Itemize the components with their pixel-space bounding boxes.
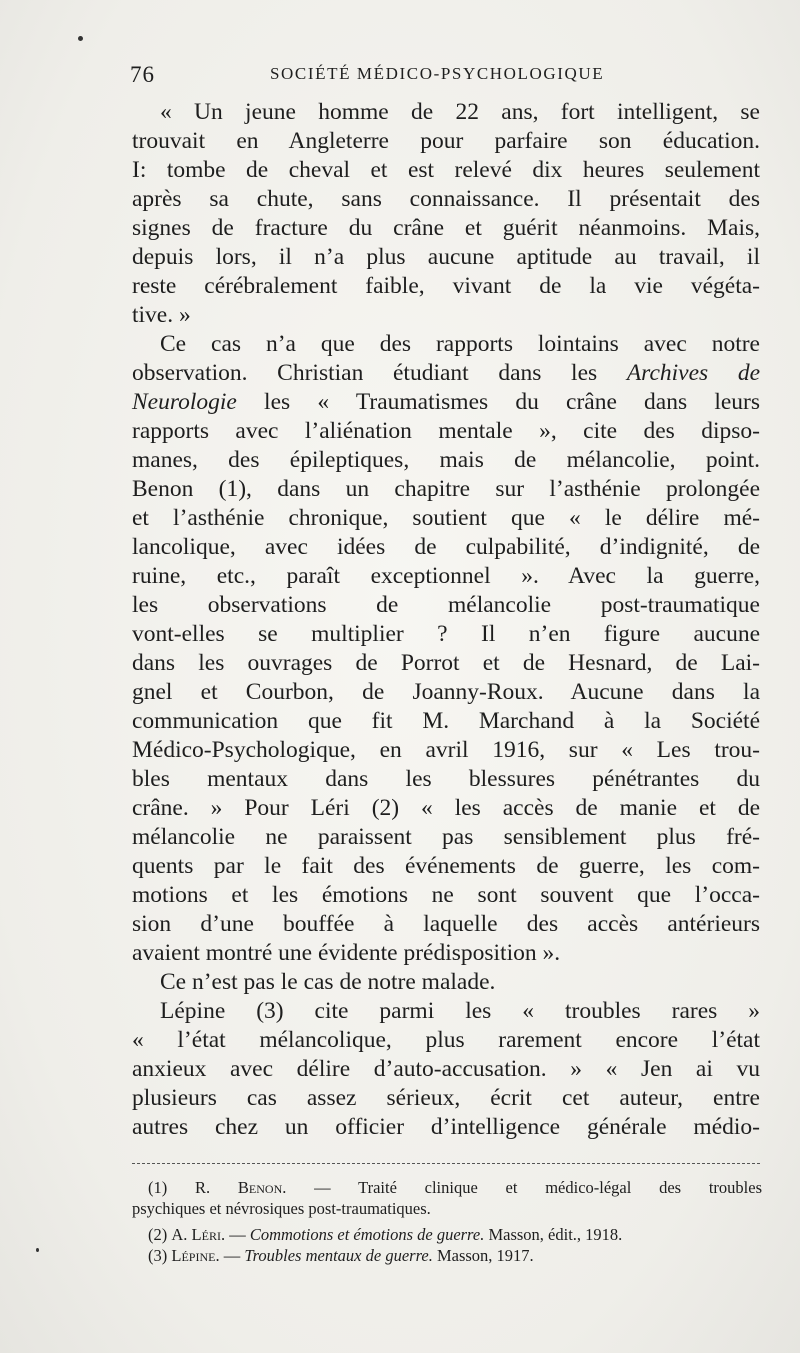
journal-title: Archives de xyxy=(626,360,761,386)
footnote-3: (3) Lépine. — Troubles mentaux de guerre. Masson, 1917. xyxy=(148,1246,534,1265)
ink-speck xyxy=(36,1248,39,1252)
text-line: reste cérébralement faible, vivant de la vie végéta- xyxy=(132,273,760,299)
text-line: bles mentaux dans les blessures pénétrantes du xyxy=(132,766,760,792)
footnote-text: — Traité clinique et médico-légal des troubles xyxy=(286,1178,763,1197)
running-title: SOCIÉTÉ MÉDICO-PSYCHOLOGIQUE xyxy=(270,64,605,83)
text-line: autres chez un officier d’intelligence générale médio- xyxy=(132,1114,760,1140)
text-line: motions et les émotions ne sont souvent que l’occa- xyxy=(132,882,760,908)
footnote-title: Troubles mentaux de guerre. xyxy=(244,1246,433,1265)
text-line: mélancolie ne paraissent pas sensiblement plus fré- xyxy=(132,824,760,850)
footnote-title: Commotions et émotions de guerre. xyxy=(249,1225,485,1244)
text-line: sion d’une bouffée à laquelle des accès antérieurs xyxy=(132,911,760,937)
text-line: Ce n’est pas le cas de notre malade. xyxy=(160,969,496,995)
footnote-divider xyxy=(132,1163,760,1164)
footnote-1 xyxy=(132,1177,762,1198)
footnote-1-continued: psychiques et névrosiques post-traumatiques. xyxy=(132,1199,431,1218)
ink-speck xyxy=(78,36,83,41)
footnote-number: (1) xyxy=(148,1178,168,1197)
body-text xyxy=(132,98,760,1142)
text-line: vont-elles se multiplier ? Il n’en figure aucune xyxy=(132,621,760,647)
text-segment: les « Traumatismes du crâne dans leurs xyxy=(236,389,760,415)
text-line: manes, des épileptiques, mais de mélancolie, point. xyxy=(132,447,760,473)
text-line: plusieurs cas assez sérieux, écrit cet auteur, entre xyxy=(132,1085,760,1111)
text-line: depuis lors, il n’a plus aucune aptitude au travail, il xyxy=(132,244,760,270)
text-line: après sa chute, sans connaissance. Il présentait des xyxy=(132,186,760,212)
text-line: crâne. » Pour Léri (2) « les accès de manie et de xyxy=(132,795,760,821)
footnote-text: Masson, 1917. xyxy=(432,1246,534,1265)
footnote-2: (2) A. Léri. — Commotions et émotions de guerre. Masson, édit., 1918. xyxy=(148,1225,623,1244)
footnote-number: (2) xyxy=(148,1225,168,1244)
page-number: 76 xyxy=(130,62,155,87)
page-header xyxy=(130,58,760,88)
text-line: anxieux avec délire d’auto-accusation. » « Jen ai vu xyxy=(132,1056,760,1082)
text-line: les observations de mélancolie post-traumatique xyxy=(132,592,760,618)
text-line xyxy=(132,388,760,417)
text-line: lancolique, avec idées de culpabilité, d’indignité, de xyxy=(132,534,760,560)
journal-title: Neurologie xyxy=(132,389,237,415)
text-line xyxy=(132,359,760,388)
text-line: gnel et Courbon, de Joanny-Roux. Aucune dans la xyxy=(132,679,760,705)
text-line: Médico-Psychologique, en avril 1916, sur « Les trou- xyxy=(132,737,760,763)
text-segment: observation. Christian étudiant dans les xyxy=(132,360,598,386)
footnote-author: R. Benon. xyxy=(195,1178,287,1197)
text-line: et l’asthénie chronique, soutient que « le délire mé- xyxy=(132,505,760,531)
footnote-author: A. Léri. xyxy=(171,1225,226,1244)
footnote-text: Masson, édit., 1918. xyxy=(484,1225,623,1244)
text-line: quents par le fait des événements de guerre, les com- xyxy=(132,853,760,879)
footnote-number: (3) xyxy=(148,1246,168,1265)
text-line: ruine, etc., paraît exceptionnel ». Avec la guerre, xyxy=(132,563,760,589)
text-line: signes de fracture du crâne et guérit néanmoins. Mais, xyxy=(132,215,760,241)
text-line: Benon (1), dans un chapitre sur l’asthénie prolongée xyxy=(132,476,760,502)
footnote-author: Lépine. xyxy=(171,1246,220,1265)
text-line: I: tombe de cheval et est relevé dix heures seulement xyxy=(132,157,760,183)
text-line: Ce cas n’a que des rapports lointains avec notre xyxy=(160,331,760,357)
text-line: avaient montré une évidente prédisposition ». xyxy=(132,940,561,966)
text-line: rapports avec l’aliénation mentale », cite des dipso- xyxy=(132,418,760,444)
text-line: Lépine (3) cite parmi les « troubles rares » xyxy=(160,998,760,1024)
text-line: trouvait en Angleterre pour parfaire son éducation. xyxy=(132,128,760,154)
text-line: « l’état mélancolique, plus rarement encore l’état xyxy=(132,1027,760,1053)
text-line: « Un jeune homme de 22 ans, fort intelligent, se xyxy=(160,99,760,125)
footnotes xyxy=(132,1177,762,1266)
text-line: tive. » xyxy=(132,302,191,328)
text-line: communication que fit M. Marchand à la Société xyxy=(132,708,760,734)
text-line: dans les ouvrages de Porrot et de Hesnard, de Lai- xyxy=(132,650,760,676)
